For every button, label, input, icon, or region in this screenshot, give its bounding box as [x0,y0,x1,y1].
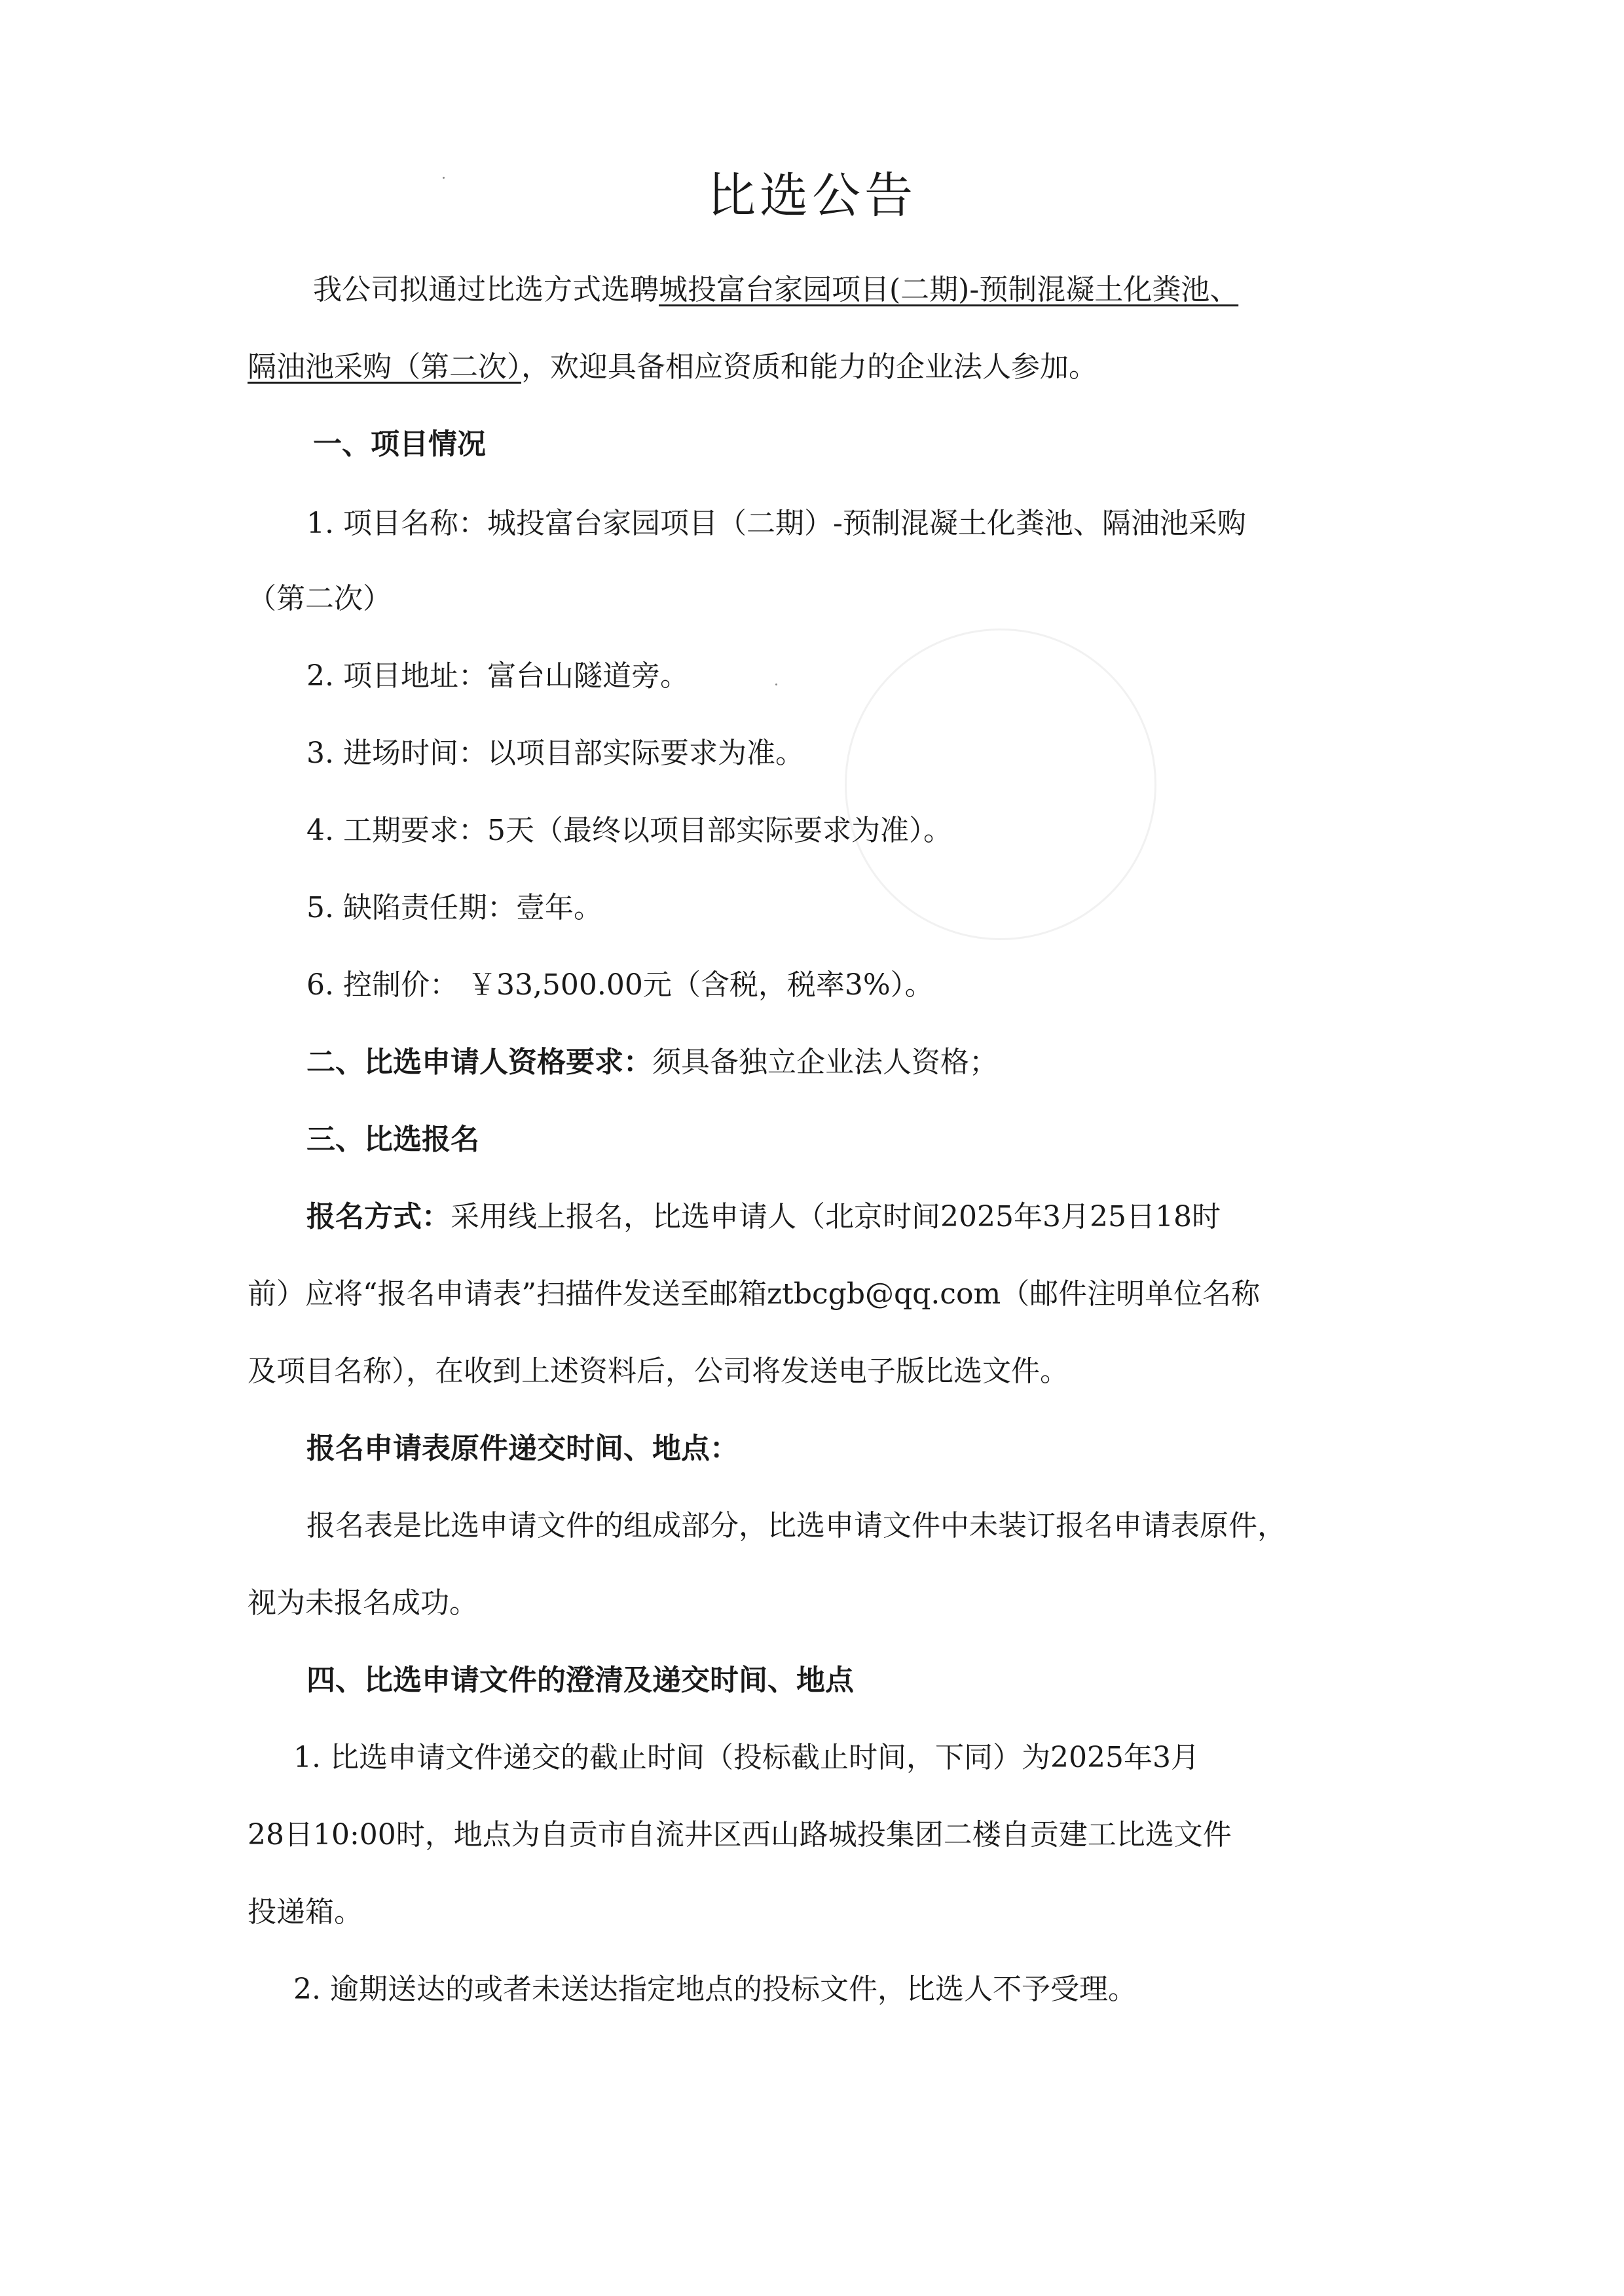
section4-heading: 四、比选申请文件的澄清及递交时间、地点 [306,1664,854,1697]
original-form-line2: 视为未报名成功。 [248,1586,478,1620]
intro-prefix: 我公司拟通过比选方式选聘 [313,273,659,306]
project-item-1-line2: （第二次） [248,582,392,615]
intro-project-name-part1: 城投富台家园项目(二期)-预制混凝土化粪池、 [659,273,1239,306]
deadline-item-line1: 1. 比选申请文件递交的截止时间（投标截止时间，下同）为2025年3月 [293,1741,1200,1774]
registration-method-label: 报名方式： [306,1200,451,1233]
page-title: 比选公告 [707,168,917,224]
scan-speck [775,683,777,685]
deadline-item-line2: 28日10:00时，地点为自贡市自流井区西山路城投集团二楼自贡建工比选文件 [248,1818,1232,1851]
project-item-5: 5. 缺陷责任期：壹年。 [306,891,602,924]
intro-line-2 [248,348,1098,387]
faded-seal [845,629,1156,940]
project-item-2: 2. 项目地址：富台山隧道旁。 [306,659,689,693]
section2-heading: 二、比选申请人资格要求： [306,1046,652,1079]
project-item-1-line1: 1. 项目名称：城投富台家园项目（二期）-预制混凝土化粪池、隔油池采购 [306,507,1246,540]
project-item-6: 6. 控制价： ￥33,500.00元（含税，税率3%）。 [306,968,934,1002]
original-form-line1: 报名表是比选申请文件的组成部分，比选申请文件中未装订报名申请表原件， [306,1509,1286,1542]
registration-method-line1 [306,1197,1221,1237]
registration-method-line2: 前）应将“报名申请表”扫描件发送至邮箱ztbcgb@qq.com（邮件注明单位名称 [248,1277,1261,1311]
section3-heading: 三、比选报名 [306,1123,479,1156]
deadline-item-line3: 投递箱。 [248,1895,363,1929]
original-form-heading: 报名申请表原件递交时间、地点： [306,1432,739,1465]
section1-heading: 一、项目情况 [313,428,486,461]
project-item-3: 3. 进场时间：以项目部实际要求为准。 [306,737,804,770]
intro-suffix: ，欢迎具备相应资质和能力的企业法人参加。 [521,350,1098,384]
section2-text: 须具备独立企业法人资格； [652,1046,998,1079]
intro-line-1 [313,270,1238,310]
late-submission-item: 2. 逾期送达的或者未送达指定地点的投标文件，比选人不予受理。 [293,1973,1137,2006]
project-item-4: 4. 工期要求：5天（最终以项目部实际要求为准）。 [306,814,952,847]
section2-line [306,1043,998,1082]
intro-project-name-part2: 隔油池采购（第二次） [248,350,521,384]
registration-method-line3: 及项目名称），在收到上述资料后，公司将发送电子版比选文件。 [248,1355,1069,1388]
registration-method-text: 采用线上报名，比选申请人（北京时间2025年3月25日18时 [451,1200,1221,1233]
